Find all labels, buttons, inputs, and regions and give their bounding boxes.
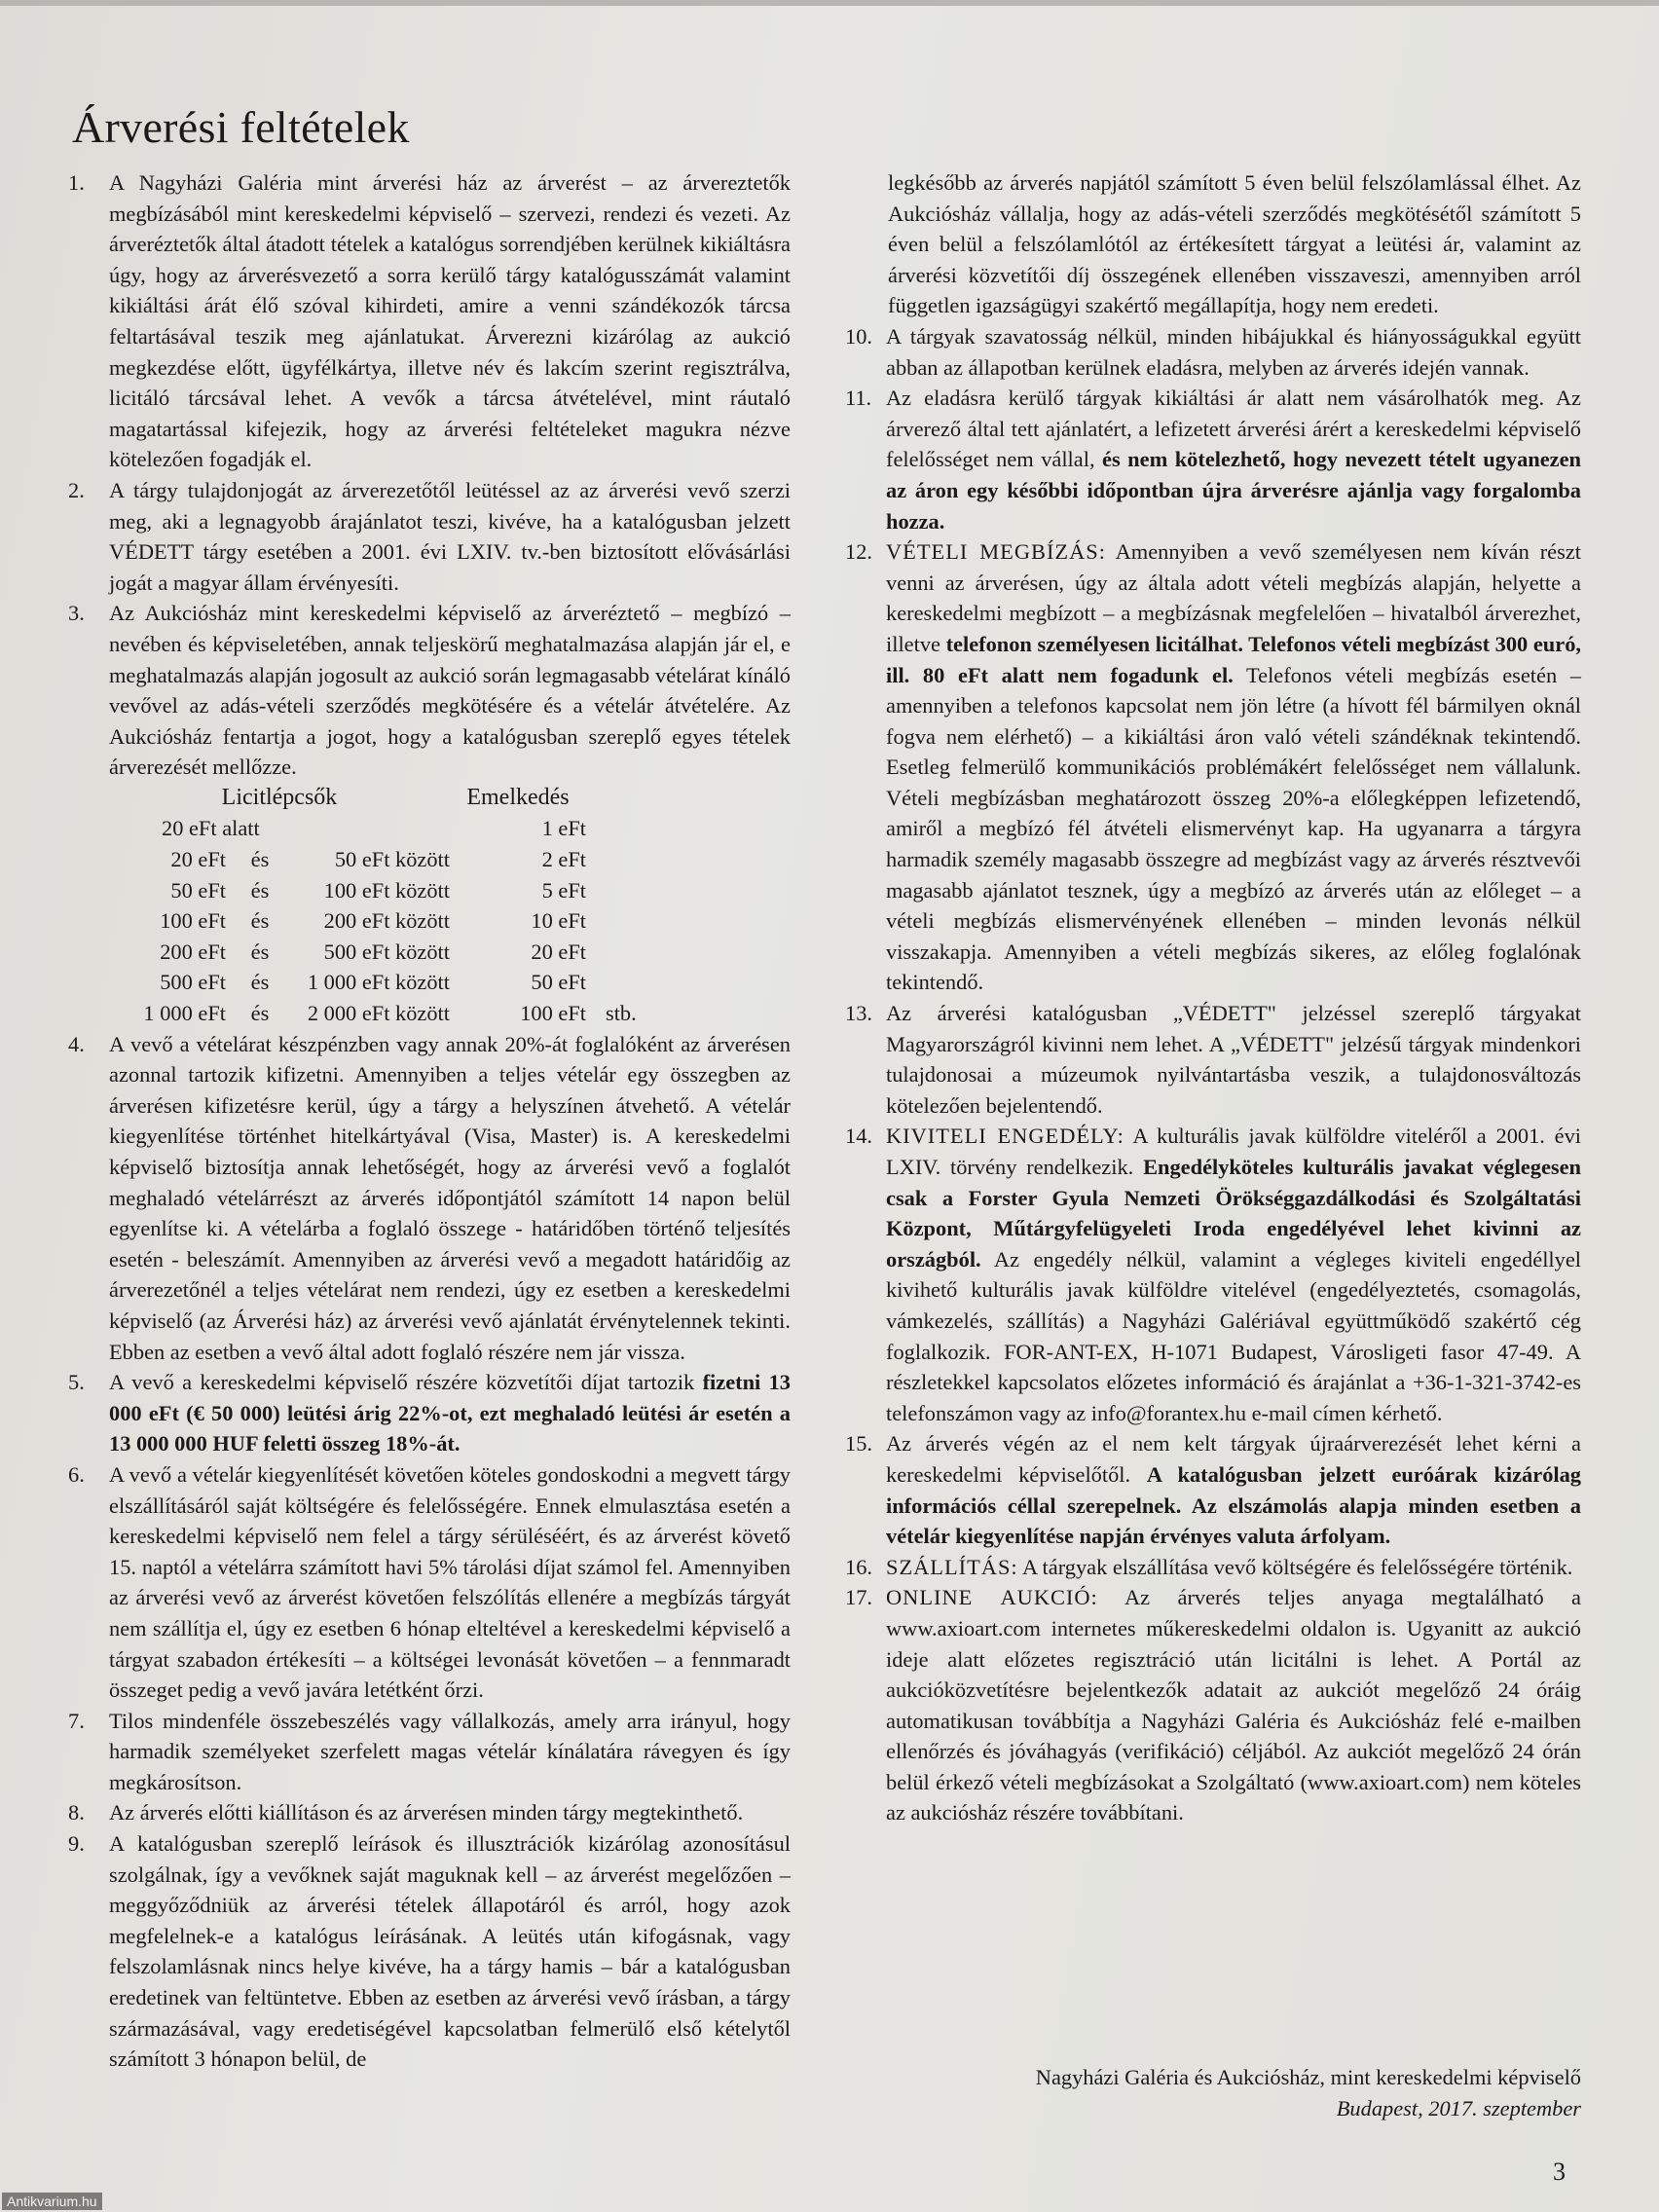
term-number: 15. <box>845 1431 872 1456</box>
bid-to: 100 eFt között <box>323 877 450 903</box>
bid-table-row <box>109 998 654 1029</box>
bid-from: 500 eFt <box>160 970 226 995</box>
term-item-5 <box>68 1367 791 1459</box>
term-item-6 <box>68 1459 791 1706</box>
bid-step: 10 eFt <box>531 908 586 934</box>
bid-to: 1 000 eFt között <box>307 970 450 995</box>
term-item-10 <box>845 321 1581 383</box>
left-column <box>68 167 791 2075</box>
term-text: legkésőbb az árverés napjától számított 5 éven belül felszólamlással élhet. Az Aukciósház vállalja, hogy az adás-vételi szerződés megkötésétől számított 5 éven belül a felszólamlótól az értékesített tárgyat a leütési ár, valamint az árverési közvetítői díj összegének ellenében visszaveszi, amennyiben arról független igazságügyi szakértő megállapítja, hogy nem eredeti. <box>888 170 1581 318</box>
term-text: A vevő a kereskedelmi képviselő részére közvetítői díjat tartozik <box>109 1370 695 1395</box>
bid-extra <box>586 813 654 844</box>
bid-from: 200 eFt <box>160 939 226 964</box>
bid-step: 2 eFt <box>541 847 586 872</box>
term-bold-text: és nem kötelezhető, hogy nevezett tételt ugyanezen az áron egy későbbi időpontban újra árverésre ajánlja vagy forgalomba hozza. <box>886 447 1582 534</box>
term-item-13 <box>845 998 1581 1121</box>
term-text: Az árverés végén az el nem kelt tárgyak újraárverezését lehet kérni a kereskedelmi képviselőtől. <box>886 1431 1581 1487</box>
bid-extra <box>586 844 654 875</box>
bid-table-row <box>109 875 654 906</box>
bid-and: és <box>250 877 270 903</box>
term-text: A tárgyak elszállítása vevő költségére és felelősségére történik. <box>1022 1554 1573 1579</box>
term-text: Tilos mindenféle összebeszélés vagy vállalkozás, amely arra irányul, hogy harmadik személyeket szerfelett magas vételár kínálatára rávegyen és így megkárosítson. <box>109 1708 791 1794</box>
term-number: 10. <box>845 323 872 349</box>
signature-block <box>1036 2062 1581 2123</box>
bid-to: 2 000 eFt között <box>307 1001 450 1026</box>
term-text: Az árverés előtti kiállításon és az árverésen minden tárgy megtekinthető. <box>109 1800 744 1825</box>
term-number: 2. <box>68 477 85 502</box>
bid-step: 100 eFt <box>520 1001 586 1026</box>
term-text: A vevő a vételár kiegyenlítését követően köteles gondoskodni a megvett tárgy elszállításáról saját költségére és felelősségére. Ennek elmulasztása esetén a kereskedelmi képviselő nem felel a tárgy sérüléséért, és az árverést követő 15. naptól a vételárra számított havi 5% tárolási díjat számol fel. Amennyiben az árverési vevő az árverést követően felszólítás ellenére a megbízás tárgyát nem szállítja el, úgy ez esetben 6 hónap elteltével a kereskedelmi képviselő a tárgyat szabadon értékesíti – a költségei levonását követően – a fennmaradt összeget pedig a vevő javára letétként őrzi. <box>109 1461 791 1703</box>
term-number: 4. <box>68 1031 85 1056</box>
term-text: Amennyiben a vevő személyesen nem kíván részt venni az árverésen, úgy az általa adott vételi megbízás alapján, helyette a kereskedelmi megbízott – a megbízásnak megfelelően – hivatalból árverezhet, illetve <box>886 539 1581 656</box>
term-item-12 <box>845 536 1581 998</box>
page-top-edge <box>0 0 1659 6</box>
bid-from: 20 eFt <box>170 847 226 872</box>
term-bold-text: A katalógusban jelzett euróárak kizárólag információs céllal szerepelnek. Az elszámolás alapja minden esetben a vételár kiegyenlítése napján érvényes valuta árfolyam. <box>886 1461 1581 1549</box>
term-number: 3. <box>68 601 85 626</box>
term-text: A tárgyak szavatosság nélkül, minden hibájukkal és hiányosságukkal együtt abban az állapotban kerülnek eladásra, melyben az árverés idején vannak. <box>886 323 1581 380</box>
term-heading: KIVITELI ENGEDÉLY: <box>886 1124 1124 1149</box>
bid-extra <box>586 937 654 968</box>
term-text: A Nagyházi Galéria mint árverési ház az árverést – az árvereztetők megbízásából mint kereskedelmi képviselő – szervezi, rendezi és vezeti. Az árveréztetők által átadott tételek a katalógus sorrendjében kerülnek kikiáltásra úgy, hogy az árverésvezető a sorra kerülő tárgy katalógusszámát valamint kikiáltási árát élő szóval kihirdeti, amire a venni szándékozók tárcsa feltartásával teszik meg ajánlatukat. Árverezni kizárólag az aukció megkezdése előtt, ügyfélkártya, illetve név és lakcím szerint regisztrálva, licitáló tárcsával lehet. A vevők a tárcsa átvételével, mint ráutaló magatartással kifejezik, hogy az árverési feltételeket magukra nézve kötelezően fogadják el. <box>109 170 791 472</box>
term-item-15 <box>845 1428 1581 1551</box>
term-number: 9. <box>68 1831 85 1857</box>
bid-extra: stb. <box>606 1001 637 1026</box>
bid-step: 5 eFt <box>541 877 586 903</box>
bid-from: 50 eFt <box>170 877 226 903</box>
term-heading: SZÁLLÍTÁS: <box>886 1554 1018 1579</box>
bid-table-row <box>109 905 654 937</box>
term-number: 7. <box>68 1708 85 1733</box>
bid-and: és <box>250 939 270 964</box>
bid-to: 200 eFt között <box>323 908 450 934</box>
term-text: Az árverés teljes anyaga megtalálható a www.axioart.com internetes műkereskedelmi oldalon is. Ugyanitt az aukció ideje alatt előzetes regisztráció után licitálni is lehet. A Portál az aukcióközvetítésre bejelentkezők adatait az aukciót megelőző 24 óráig automatikusan továbbítja a Nagyházi Galéria és Aukciósház felé e-mailben ellenőrzés és jóváhagyás (verifikáció) céljából. Az aukciót megelőző 24 órán belül érkező vételi megbízásokat a Szolgáltató (www.axioart.com) nem köteles az aukciósház részére továbbítani. <box>886 1585 1581 1825</box>
signature-date: Budapest, 2017. szeptember <box>1336 2095 1581 2120</box>
term-item-16 <box>845 1552 1581 1583</box>
term-text-continued: Az engedély nélkül, valamint a végleges kiviteli engedéllyel kivihető kulturális javak külföldre vitelével (engedélyeztetés, csomagolás, vámkezelés, szállítás) a Nagyházi Galériával együttműködő szakértő cég foglalkozik. FOR-ANT-EX, H-1071 Budapest, Városligeti fasor 47-49. A részletekkel kapcsolatos előzetes információ és árajánlat a +36-1-321-3742-es telefonszámon vagy az info@forantex.hu e-mail címen kérhető. <box>886 1246 1581 1425</box>
bid-extra <box>586 875 654 906</box>
bid-from: 100 eFt <box>160 908 226 934</box>
term-number: 14. <box>845 1124 872 1149</box>
bid-increment-table <box>109 783 654 1029</box>
term-number: 8. <box>68 1800 85 1825</box>
bid-extra <box>586 967 654 998</box>
term-item-9-continued <box>845 167 1581 321</box>
term-item-17 <box>845 1582 1581 1828</box>
watermark: Antikvarium.hu <box>2 2193 102 2210</box>
bid-and: és <box>250 1001 270 1026</box>
term-text: A vevő a vételárat készpénzben vagy annak 20%-át foglalóként az árverésen azonnal tartozik kifizetni. Amennyiben a teljes vételár egy összegben az árverésen kifizetésre kerül, úgy a tárgy a helyszínen átvehető. A vételár kiegyenlítése történhet hitelkártyával (Visa, Master) is. A kereskedelmi képviselő biztosítja annak lehetőségét, hogy az árverési vevő a foglalót meghaladó vételárrészt az árverés időpontjától számított 14 napon belül egyenlítse ki. A vételárba a foglaló összege - határidőben történő teljesítés esetén - beleszámít. Amennyiben az árverési vevő a megadott határidőig az árverezetőnél a teljes vételárat nem rendezi, úgy ez esetben a kereskedelmi képviselő (az Árverési ház) az árverési vevő ajánlatát érvénytelennek tekinti. Ebben az esetben a vevő által adott foglaló részére nem jár vissza. <box>109 1031 791 1364</box>
page-title: Árverési feltételek <box>72 102 410 152</box>
term-text-continued: Telefonos vételi megbízás esetén – amennyiben a telefonos kapcsolat nem jön létre (a hívott fél bármilyen oknál fogva nem elérhető) – a kikiáltási áron való vételi szándéknak tekintendő. Esetleg felmerülő kommunikációs problémákért felelősséget nem vállalunk. Vételi megbízásban meghatározott összeg 20%-a előlegképpen lefizetendő, amiről a megbízó fél átvételi elismervényt kap. Ha ugyanarra a tárgyra harmadik személy magasabb összegre ad megbízást vagy az árverés résztvevői magasabb ajánlatot tesznek, úgy a megbízó az árverés után az előleget – a vételi megbízás elismervényének ellenében – minden levonás nélkül visszakapja. Amennyiben a vételi megbízás sikeres, az előleg foglalónak tekintendő. <box>886 662 1581 995</box>
bid-table-header-left: Licitlépcsők <box>221 784 338 810</box>
bid-table-row <box>109 844 654 875</box>
bid-from: 20 eFt alatt <box>162 816 260 841</box>
bid-table-row <box>109 813 654 844</box>
term-text: Az Aukciósház mint kereskedelmi képviselő az árveréztető – megbízó – nevében és képviseletében, annak teljeskörű meghatalmazása alapján jár el, e meghatalmazás alapján jogosult az aukció során legmagasabb vételárat kínáló vevővel az adás-vételi szerződés megkötésére és a vételár átvételére. Az Aukciósház fentartja a jogot, hogy a katalógusban szereplő egyes tételek árverezését mellőzze. <box>109 601 791 780</box>
term-item-8 <box>68 1797 791 1828</box>
term-number: 16. <box>845 1554 872 1579</box>
term-number: 1. <box>68 170 85 195</box>
bid-table-row <box>109 937 654 968</box>
term-text: Az árverési katalógusban „VÉDETT" jelzéssel szereplő tárgyakat Magyarországról kivinni nem lehet. A „VÉDETT" jelzésű tárgyak mindenkori tulajdonosai a múzeumok nyilvántartásba veszik, a tulajdonosváltozás kötelezően bejelentendő. <box>886 1001 1581 1118</box>
bid-to: 50 eFt között <box>334 847 450 872</box>
term-number: 6. <box>68 1461 85 1487</box>
bid-and: és <box>250 970 270 995</box>
term-item-2 <box>68 475 791 598</box>
term-heading: ONLINE AUKCIÓ: <box>886 1585 1098 1610</box>
bid-extra <box>586 905 654 937</box>
bid-step: 1 eFt <box>541 816 586 841</box>
term-bold-text: Engedélyköteles kulturális javakat véglegesen csak a Forster Gyula Nemzeti Örökséggazdálkodási és Szolgáltatási Központ, Műtárgyfelügyeleti Iroda engedélyével lehet kivinni az országból. <box>886 1155 1581 1272</box>
term-text: A kulturális javak külföldre viteléről a 2001. évi LXIV. törvény rendelkezik. <box>886 1124 1581 1179</box>
term-heading: VÉTELI MEGBÍZÁS: <box>886 539 1106 565</box>
bid-step: 20 eFt <box>531 939 586 964</box>
term-number: 13. <box>845 1001 872 1026</box>
term-text: Az eladásra kerülő tárgyak kikiáltási ár alatt nem vásárolhatók meg. Az árverező által tett ajánlatért, a lefizetett árverési árért a kereskedelmi képviselő felelősséget nem vállal, <box>886 386 1581 472</box>
bid-step: 50 eFt <box>531 970 586 995</box>
bid-from: 1 000 eFt <box>143 1001 226 1026</box>
bid-table-header-right: Emelkedés <box>466 784 570 810</box>
bid-to: 500 eFt között <box>323 939 450 964</box>
term-item-9 <box>68 1828 791 2075</box>
term-item-1 <box>68 167 791 475</box>
bid-table-header <box>109 783 654 814</box>
term-item-7 <box>68 1706 791 1798</box>
bid-and: és <box>250 908 270 934</box>
term-item-14 <box>845 1121 1581 1428</box>
page-number: 3 <box>1553 2157 1566 2186</box>
term-number: 5. <box>68 1370 85 1395</box>
term-item-3 <box>68 598 791 783</box>
signature-name: Nagyházi Galéria és Aukciósház, mint kereskedelmi képviselő <box>1035 2065 1581 2089</box>
term-number: 12. <box>845 539 872 565</box>
right-column <box>845 167 1581 1828</box>
term-number: 17. <box>845 1585 872 1610</box>
bid-table-row <box>109 967 654 998</box>
term-text: A katalógusban szereplő leírások és illusztrációk kizárólag azonosításul szolgálnak, így a vevőknek saját maguknak kell – az árverést megelőzően – meggyőződniük az árverési tételek állapotáról és arról, hogy azok megfelelnek-e a katalógus leírásának. A leütés után kifogásnak, vagy felszolamlásnak nincs helye kivéve, ha a tárgy hamis – bár a katalógusban eredetinek van feltüntetve. Ebben az esetben az árverési vevő írásban, a tárgy származásával, vagy eredetiségével kapcsolatban felmerülő első kételytől számított 3 hónapon belül, de <box>109 1831 791 2072</box>
term-number: 11. <box>845 386 872 411</box>
term-item-11 <box>845 383 1581 536</box>
term-bold-text: telefonon személyesen licitálhat. Telefonos vételi megbízást 300 euró, ill. 80 eFt alatt nem fogadunk el. <box>886 631 1581 687</box>
bid-to <box>294 813 450 844</box>
term-text: A tárgy tulajdonjogát az árverezetőtől leütéssel az az árverési vevő szerzi meg, aki a legnagyobb árajánlatot teszi, kivéve, ha a katalógusban jelzett VÉDETT tárgy esetében a 2001. évi LXIV. tv.-ben biztosított elővásárlási jogát a magyar állam érvényesíti. <box>109 477 791 595</box>
term-item-4 <box>68 1029 791 1368</box>
bid-and: és <box>250 847 270 872</box>
term-bold-text: fizetni 13 000 eFt (€ 50 000) leütési árig 22%-ot, ezt meghaladó leütési ár esetén a 13 000 000 HUF feletti összeg 18%-át. <box>109 1370 791 1456</box>
